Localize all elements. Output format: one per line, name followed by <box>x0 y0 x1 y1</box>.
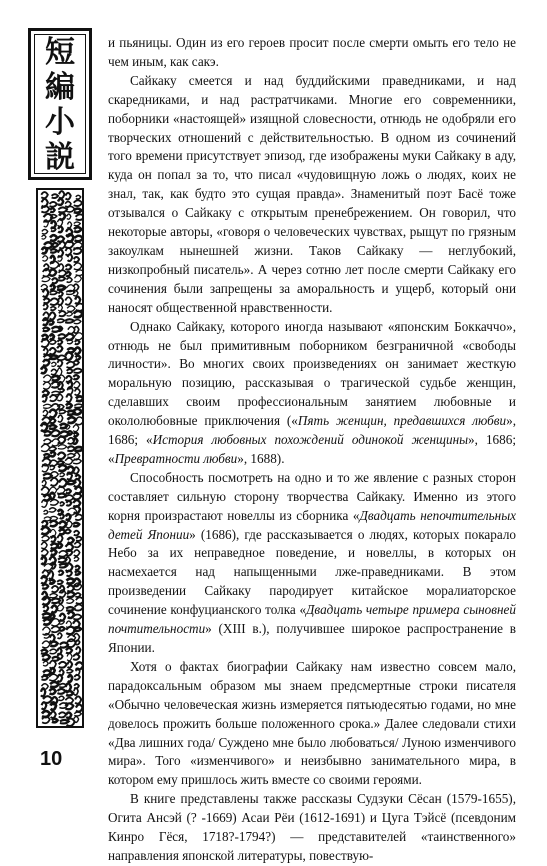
decorative-sidebar <box>28 28 92 728</box>
italic-title: Двадцать четыре примера сыновней почтительности <box>108 602 516 637</box>
text-run: », 1686; « <box>108 432 516 466</box>
text-run: » (1686), где рассказывается о людях, которых покарало Небо за их неправедное поведение, и новеллы, в которых он насмехается над напыщенными лже-праведниками. В этом произведении Сайкаку пародирует китайское моралиаторское сочинение конфуцианского толка « <box>108 526 516 618</box>
kanji-char: 編 <box>45 70 75 105</box>
italic-title: Пять женщин, предавшихся любви <box>297 413 507 429</box>
text-column <box>108 34 516 866</box>
page-number: 10 <box>40 748 63 770</box>
text-run: » (XIII в.), получившее широкое распространение в Японии. <box>108 621 516 655</box>
text-run: Способность посмотреть на одно и то же явление с разных сторон составляет сильную сторону творчества Сайкаку. Именно из этого корня произрастают новеллы из сборника « <box>108 469 516 523</box>
italic-title: Двадцать непочтительных детей Японии <box>108 507 516 542</box>
text-run: В книге представлены также рассказы Судзуки Сёсан (1579-1655), Огита Ансэй (? -1669) Асаи Рёи (1612-1691) и Цуга Тэйсё (псевдоним Кинро Гёся, 1718?-1794?) — представителей «таинственного» направления японской литературы, повествую- <box>108 791 516 863</box>
kanji-char: 小 <box>45 105 75 140</box>
italic-title: История любовных похождений одинокой женщины <box>152 432 469 448</box>
kanji-title-box <box>28 28 92 180</box>
paragraph <box>108 34 516 72</box>
text-run: Сайкаку смеется и над буддийскими праведниками, и над скаредниками, и над растратчиками. Многие его современники, поборники «настоящей» изящной словесности, отнюдь не одобряли его творческих отношений с действительностью. В одном из сочинений того времени присутствует эпизод, где изображены муки Сайкаку в аду, куда он попал за то, что писал «чудовищную ложь о людях, коих не знал, так, как будто это сущая правда». Знаменитый поэт Басё тоже отзывался о Сайкаку с открытым пренебрежением. Он говорил, что некоторые авторы, «говоря о человеческих чувствах, рыщут по грязным закоулкам нынешней жизни. Таков Сайкаку — неглубокий, низкопробный писатель». А через сотню лет после смерти Сайкаку его сочинения были запрещены за аморальность и ущерб, который они наносят общественной нравственности. <box>108 72 516 315</box>
text-run: Однако Сайкаку, которого иногда называют «японским Боккаччо», отнюдь не был примитивным поборником безграничной «свободы личности». Во многих своих произведениях он занимает жесткую моральную позицию, рассказывая о трагической судьбе женщин, сделавших своим профессиональным занятием любовные и окололюбовные приключения (« <box>108 318 516 429</box>
kanji-title <box>31 31 89 175</box>
ornament-pattern <box>36 188 84 728</box>
kanji-char: 説 <box>45 140 75 175</box>
kanji-char: 短 <box>45 35 75 70</box>
paragraph <box>108 790 516 866</box>
italic-title: Превратности любви <box>114 450 238 466</box>
paragraph <box>108 72 516 318</box>
paragraph <box>108 318 516 469</box>
paragraph <box>108 469 516 658</box>
text-run: и пьяницы. Один из его героев просит после смерти омыть его тело не чем иным, как сакэ. <box>108 35 516 69</box>
text-run: Хотя о фактах биографии Сайкаку нам известно совсем мало, парадоксальным образом мы знаем предсмертные строки писателя «Обычно человеческая жизнь измеряется пятьюдесятью годами, но мне довелось прожить больше положенного срока.» Далее следовали стихи «Два лишних года/ Суждено мне было любоваться/ Луною изменчивого мира». Того «изменчивого» и неизбывно занимательного мира, в котором ему пришлось жить вместе со своими героями. <box>108 658 516 788</box>
text-run: », 1686; « <box>108 413 517 448</box>
paragraph <box>108 658 516 790</box>
ornament-strokes <box>41 191 82 726</box>
text-run: », 1688). <box>237 450 285 466</box>
